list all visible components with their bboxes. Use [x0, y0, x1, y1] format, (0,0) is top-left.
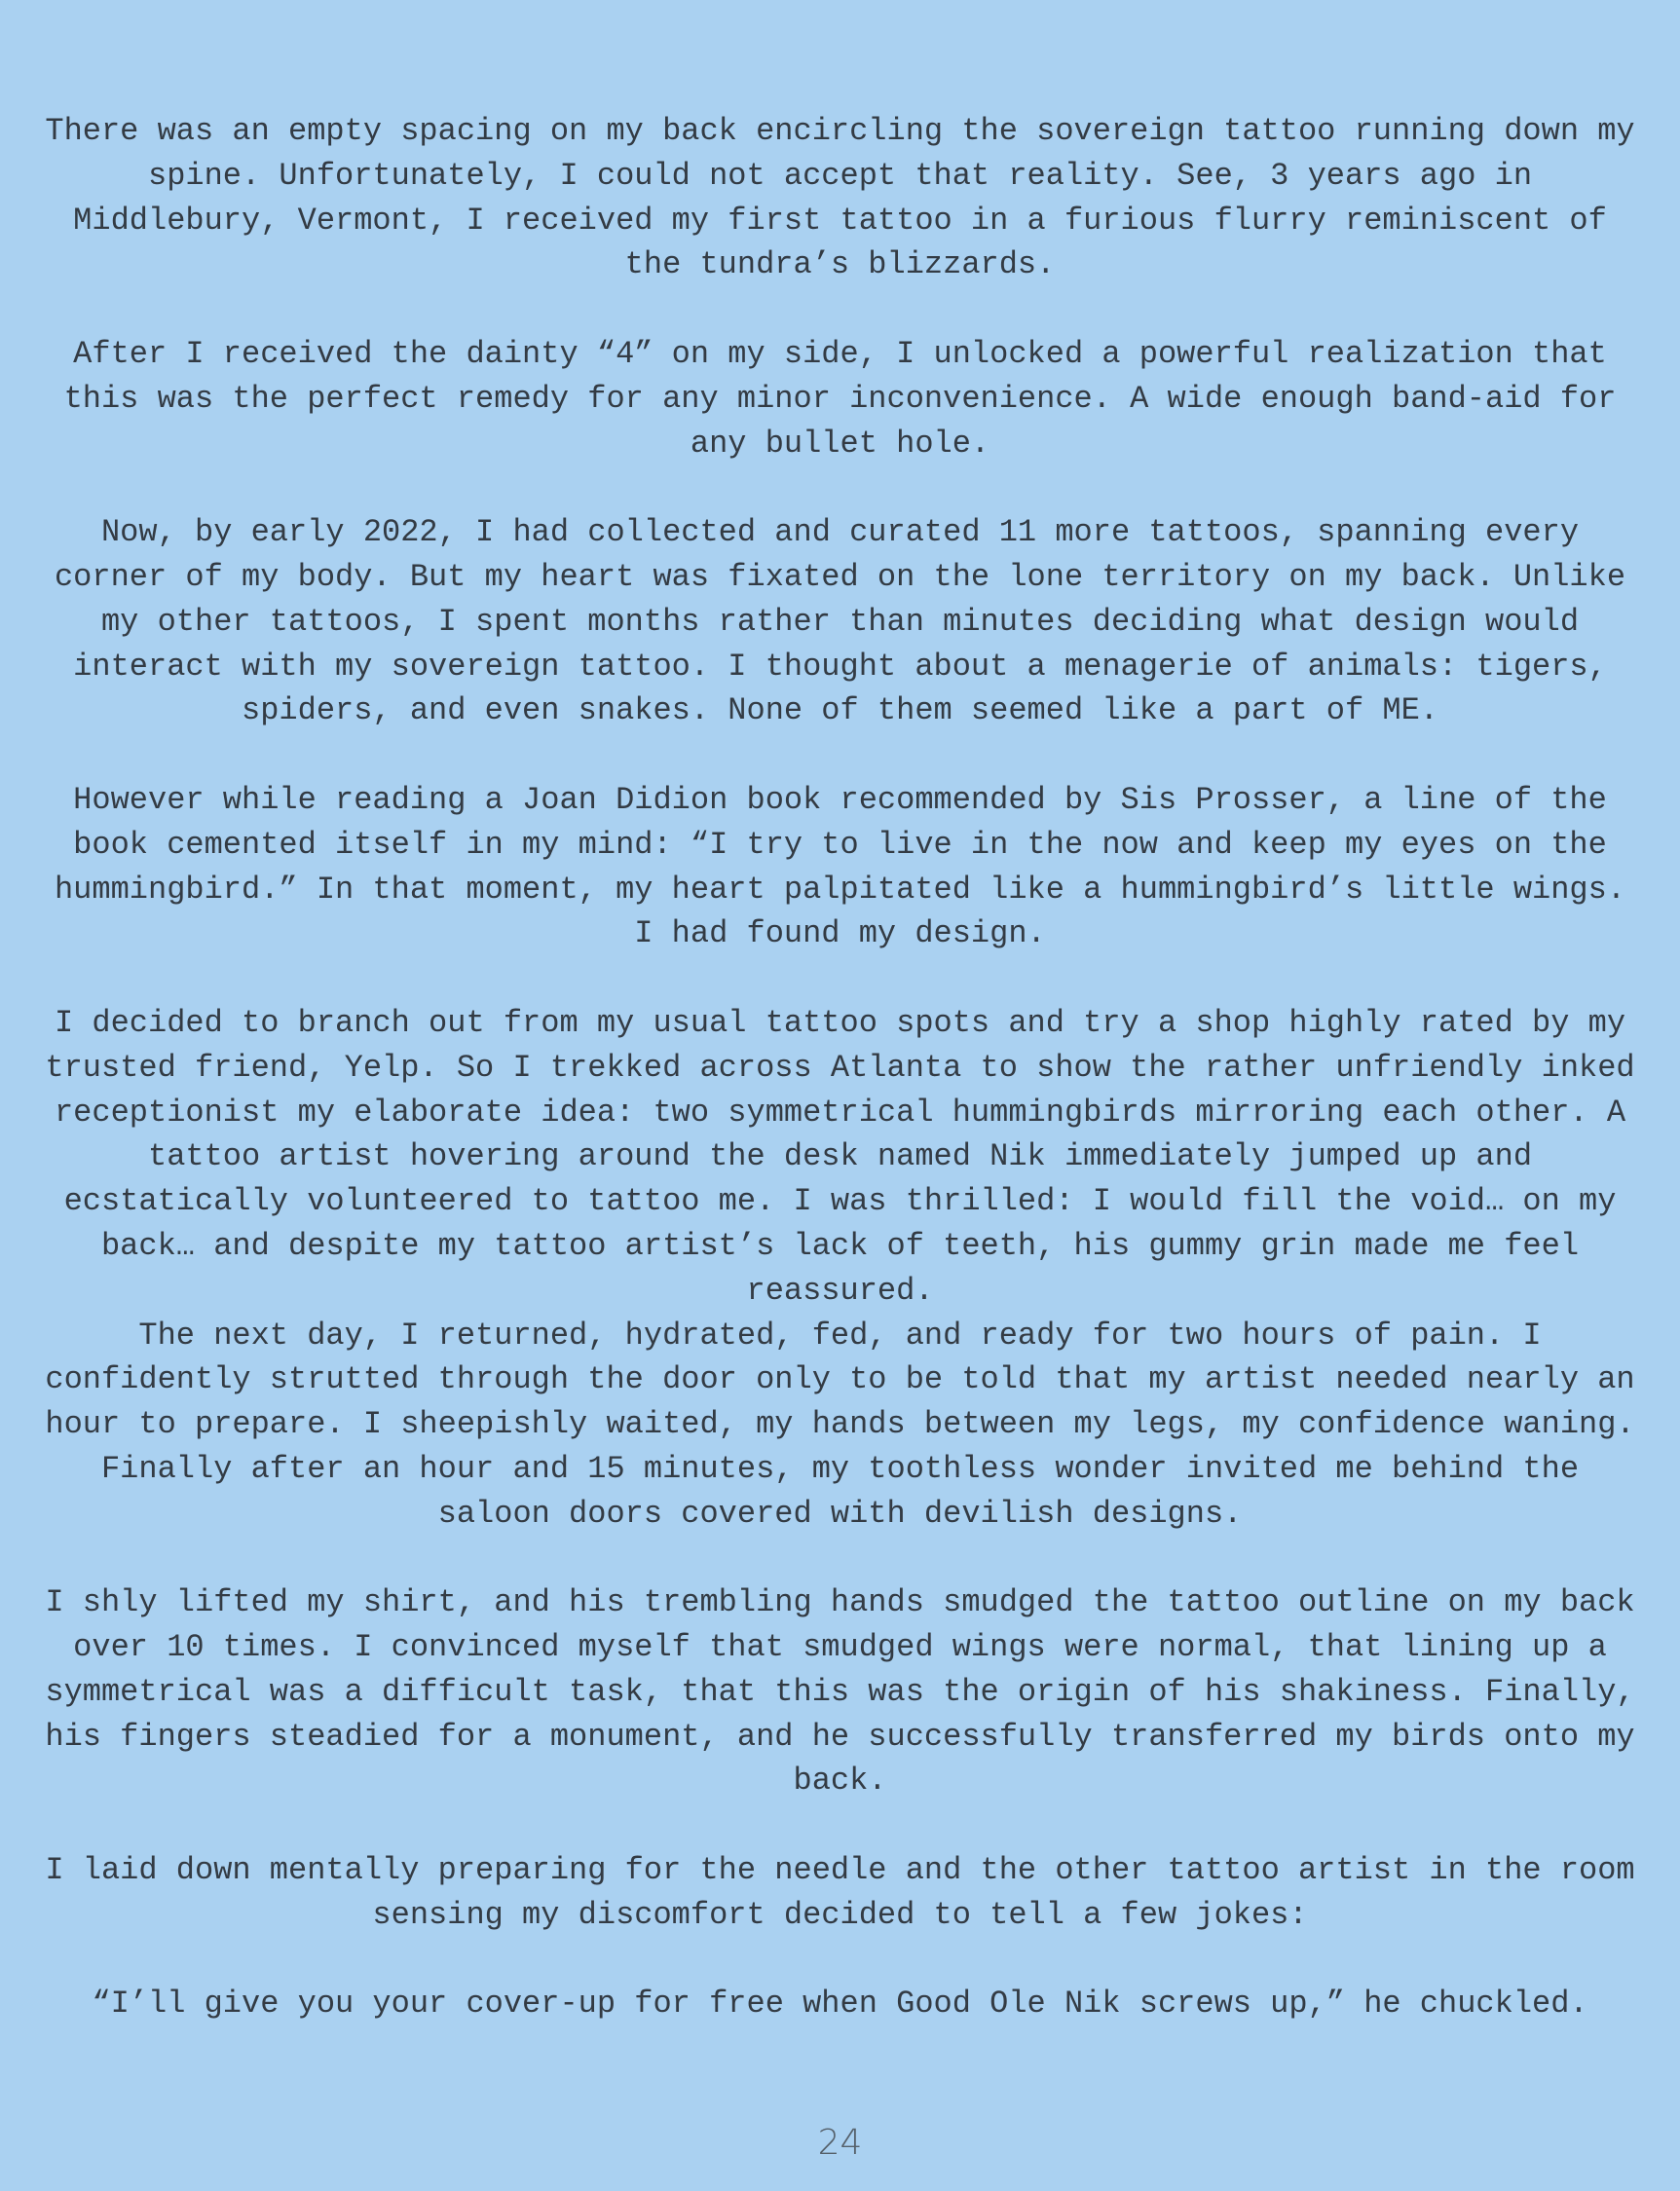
- paragraph-2: After I received the dainty “4” on my side, I unlocked a powerful realization that this was the perfect remedy for any minor inconvenience. A wide enough band-aid for any bullet hole.: [63, 335, 1617, 462]
- paragraph-4: However while reading a Joan Didion book recommended by Sis Prosser, a line of the book cemented itself in my mind: “I try to live in the now and keep my eyes on the hummingbird.” In that moment, my heart palpitated like a hummingbird’s little wings. I had found my design.: [54, 781, 1626, 952]
- paragraph-6: The next day, I returned, hydrated, fed, and ready for two hours of pain. I confidently strutted through the door only to be told that my artist needed nearly an hour to prepare. I sheepishly waited, my hands between my legs, my confidence waning. Finally after an hour and 15 minutes, my toothless wonder invited me behind the saloon doors covered with devilish designs.: [45, 1317, 1635, 1532]
- page-number: 24: [817, 2123, 863, 2163]
- paragraph-5: I decided to branch out from my usual tattoo spots and try a shop highly rated by my trusted friend, Yelp. So I trekked across Atlanta to show the rather unfriendly inked receptionist my elaborate idea: two symmetrical hummingbirds mirroring each other. A tattoo artist hovering around the desk named Nik immediately jumped up and ecstatically volunteered to tattoo me. I was thrilled: I would fill the void… on my back… and despite my tattoo artist’s lack of teeth, his gummy grin made me feel reassured.: [45, 1004, 1635, 1309]
- paragraph-8: I laid down mentally preparing for the needle and the other tattoo artist in the room sensing my discomfort decided to tell a few jokes:: [45, 1852, 1635, 1933]
- story-text: [39, 109, 1641, 2071]
- paragraph-3: Now, by early 2022, I had collected and curated 11 more tattoos, spanning every corner of my body. But my heart was fixated on the lone territory on my back. Unlike my other tattoos, I spent months rather than minutes deciding what design would interact with my sovereign tattoo. I thought about a menagerie of animals: tigers, spiders, and even snakes. None of them seemed like a part of ME.: [54, 514, 1626, 729]
- paragraph-9: “I’ll give you your cover-up for free when Good Ole Nik screws up,” he chuckled.: [92, 1986, 1588, 2023]
- paragraph-1: There was an empty spacing on my back encircling the sovereign tattoo running down my spine. Unfortunately, I could not accept that reality. See, 3 years ago in Middlebury, Vermont, I received my first tattoo in a furious flurry reminiscent of the tundra’s blizzards.: [45, 113, 1635, 283]
- paragraph-7: I shly lifted my shirt, and his trembling hands smudged the tattoo outline on my back over 10 times. I convinced myself that smudged wings were normal, that lining up a symmetrical was a difficult task, that this was the origin of his shakiness. Finally, his fingers steadied for a monument, and he successfully transferred my birds onto my back.: [45, 1584, 1635, 1800]
